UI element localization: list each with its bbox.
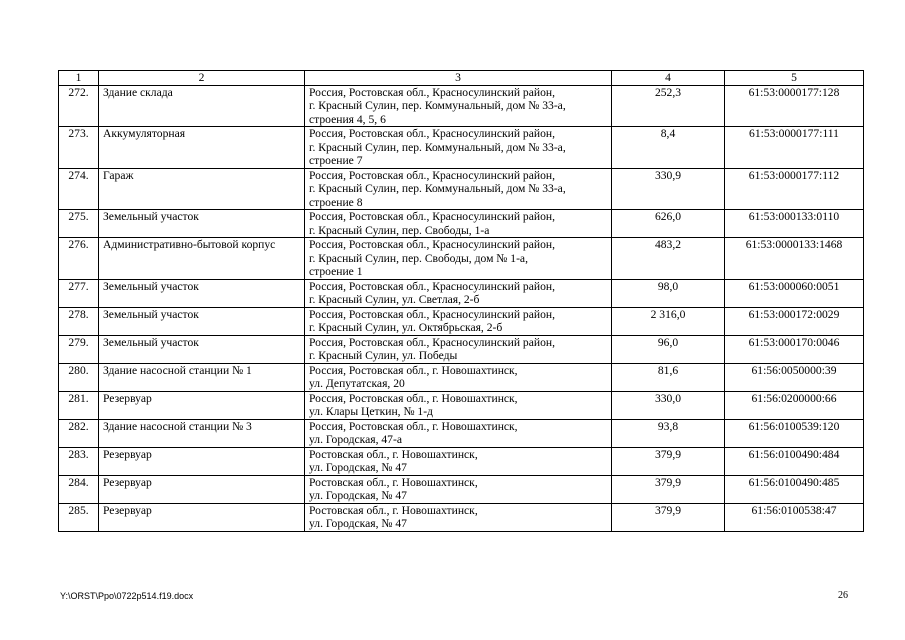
object-address: Россия, Ростовская обл., г. Новошахтинск, ул. Городская, 47-а <box>305 419 612 447</box>
cadastral-number: 61:53:0000177:112 <box>725 168 864 210</box>
row-number: 275. <box>59 210 99 238</box>
cadastral-number: 61:53:000133:0110 <box>725 210 864 238</box>
object-name: Здание насосной станции № 1 <box>99 363 305 391</box>
table-row <box>59 127 864 169</box>
header-row <box>59 71 864 86</box>
object-area: 330,9 <box>612 168 725 210</box>
cadastral-number: 61:53:000172:0029 <box>725 307 864 335</box>
object-area: 483,2 <box>612 238 725 280</box>
row-number: 279. <box>59 335 99 363</box>
object-area: 93,8 <box>612 419 725 447</box>
object-area: 379,9 <box>612 475 725 503</box>
row-number: 285. <box>59 503 99 531</box>
object-area: 330,0 <box>612 391 725 419</box>
col-header-3: 3 <box>305 71 612 86</box>
object-name: Резервуар <box>99 391 305 419</box>
object-address: Россия, Ростовская обл., Красносулинский район, г. Красный Сулин, ул. Октябрьская, 2-б <box>305 307 612 335</box>
object-address: Россия, Ростовская обл., Красносулинский район, г. Красный Сулин, пер. Свободы, 1-а <box>305 210 612 238</box>
object-area: 379,9 <box>612 503 725 531</box>
object-address: Россия, Ростовская обл., Красносулинский район, г. Красный Сулин, пер. Коммунальный, дом № 33-а, строение 8 <box>305 168 612 210</box>
object-address: Ростовская обл., г. Новошахтинск, ул. Городская, № 47 <box>305 475 612 503</box>
row-number: 284. <box>59 475 99 503</box>
object-area: 8,4 <box>612 127 725 169</box>
object-name: Здание насосной станции № 3 <box>99 419 305 447</box>
object-address: Россия, Ростовская обл., Красносулинский район, г. Красный Сулин, ул. Светлая, 2-б <box>305 279 612 307</box>
table-row <box>59 210 864 238</box>
cadastral-number: 61:53:0000177:128 <box>725 85 864 127</box>
object-area: 98,0 <box>612 279 725 307</box>
object-name: Земельный участок <box>99 210 305 238</box>
row-number: 272. <box>59 85 99 127</box>
object-address: Ростовская обл., г. Новошахтинск, ул. Городская, № 47 <box>305 503 612 531</box>
object-address: Россия, Ростовская обл., Красносулинский район, г. Красный Сулин, ул. Победы <box>305 335 612 363</box>
object-name: Резервуар <box>99 475 305 503</box>
object-address: Ростовская обл., г. Новошахтинск, ул. Городская, № 47 <box>305 447 612 475</box>
col-header-2: 2 <box>99 71 305 86</box>
table-row <box>59 279 864 307</box>
object-name: Здание склада <box>99 85 305 127</box>
table-row <box>59 475 864 503</box>
cadastral-number: 61:56:0100490:484 <box>725 447 864 475</box>
property-table <box>58 70 864 532</box>
object-name: Земельный участок <box>99 307 305 335</box>
document-path: Y:\ORST\Ppo\0722p514.f19.docx <box>60 591 194 601</box>
object-name: Земельный участок <box>99 335 305 363</box>
object-name: Гараж <box>99 168 305 210</box>
table-row <box>59 447 864 475</box>
row-number: 278. <box>59 307 99 335</box>
page-number: 26 <box>838 590 848 601</box>
cadastral-number: 61:56:0200000:66 <box>725 391 864 419</box>
object-address: Россия, Ростовская обл., Красносулинский район, г. Красный Сулин, пер. Свободы, дом № 1-а, строение 1 <box>305 238 612 280</box>
row-number: 281. <box>59 391 99 419</box>
object-address: Россия, Ростовская обл., Красносулинский район, г. Красный Сулин, пер. Коммунальный, дом № 33-а, строения 4, 5, 6 <box>305 85 612 127</box>
object-area: 252,3 <box>612 85 725 127</box>
object-address: Россия, Ростовская обл., Красносулинский район, г. Красный Сулин, пер. Коммунальный, дом № 33-а, строение 7 <box>305 127 612 169</box>
row-number: 273. <box>59 127 99 169</box>
table-row <box>59 335 864 363</box>
col-header-4: 4 <box>612 71 725 86</box>
object-area: 626,0 <box>612 210 725 238</box>
cadastral-number: 61:56:0100539:120 <box>725 419 864 447</box>
object-area: 96,0 <box>612 335 725 363</box>
table-row <box>59 363 864 391</box>
object-area: 379,9 <box>612 447 725 475</box>
row-number: 274. <box>59 168 99 210</box>
object-area: 2 316,0 <box>612 307 725 335</box>
cadastral-number: 61:56:0100538:47 <box>725 503 864 531</box>
object-name: Земельный участок <box>99 279 305 307</box>
col-header-5: 5 <box>725 71 864 86</box>
object-address: Россия, Ростовская обл., г. Новошахтинск, ул. Клары Цеткин, № 1-д <box>305 391 612 419</box>
table-row <box>59 168 864 210</box>
cadastral-number: 61:53:000170:0046 <box>725 335 864 363</box>
object-address: Россия, Ростовская обл., г. Новошахтинск, ул. Депутатская, 20 <box>305 363 612 391</box>
row-number: 277. <box>59 279 99 307</box>
table-row <box>59 238 864 280</box>
cadastral-number: 61:56:0100490:485 <box>725 475 864 503</box>
cadastral-number: 61:56:0050000:39 <box>725 363 864 391</box>
object-name: Аккумуляторная <box>99 127 305 169</box>
table-row <box>59 503 864 531</box>
row-number: 283. <box>59 447 99 475</box>
cadastral-number: 61:53:000060:0051 <box>725 279 864 307</box>
object-area: 81,6 <box>612 363 725 391</box>
cadastral-number: 61:53:0000133:1468 <box>725 238 864 280</box>
object-name: Административно-бытовой корпус <box>99 238 305 280</box>
col-header-1: 1 <box>59 71 99 86</box>
object-name: Резервуар <box>99 447 305 475</box>
cadastral-number: 61:53:0000177:111 <box>725 127 864 169</box>
object-name: Резервуар <box>99 503 305 531</box>
row-number: 276. <box>59 238 99 280</box>
table-row <box>59 391 864 419</box>
row-number: 282. <box>59 419 99 447</box>
table-row <box>59 419 864 447</box>
table-row <box>59 307 864 335</box>
row-number: 280. <box>59 363 99 391</box>
table-row <box>59 85 864 127</box>
